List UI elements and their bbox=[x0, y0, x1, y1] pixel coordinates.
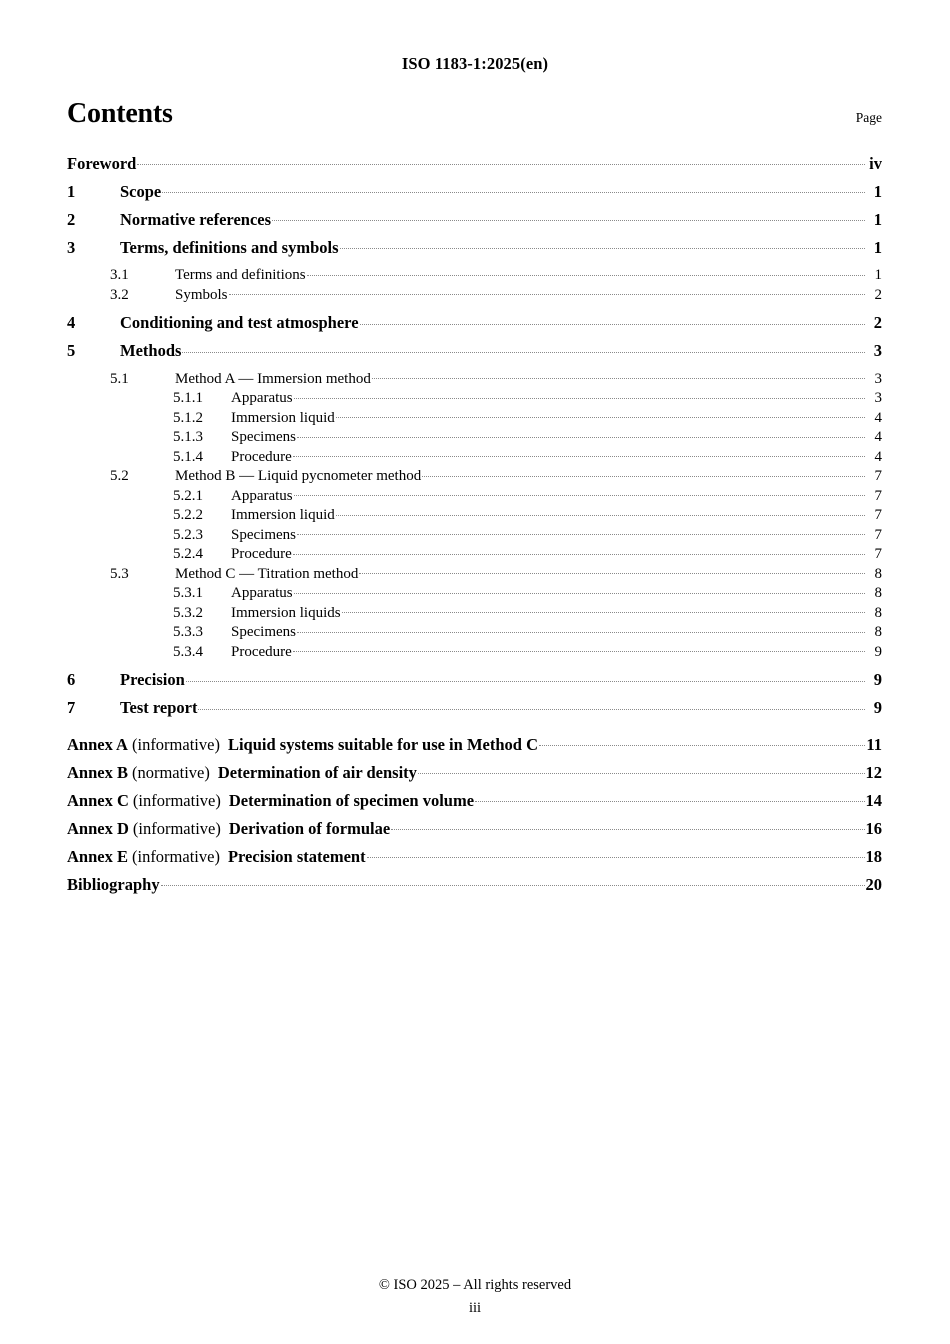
toc-annex-entry[interactable] bbox=[67, 789, 882, 817]
toc-entry-number: 5.2 bbox=[110, 468, 129, 484]
toc-entry-title: Conditioning and test atmosphere bbox=[120, 313, 359, 332]
toc-entry-number: 5.1.2 bbox=[173, 409, 203, 426]
toc-entry-number: 4 bbox=[67, 313, 76, 332]
annex-title: Determination of specimen volume bbox=[228, 790, 475, 810]
toc-annex-entry[interactable] bbox=[67, 761, 882, 789]
toc-annex-page: 14 bbox=[865, 790, 882, 810]
toc-entry-title: Immersion liquids bbox=[231, 604, 341, 621]
toc-entry-page: 20 bbox=[865, 874, 882, 894]
toc-entry-title: Procedure bbox=[231, 448, 292, 465]
leader-dots bbox=[294, 485, 865, 500]
leader-dots bbox=[294, 582, 865, 597]
toc-entry[interactable] bbox=[67, 621, 882, 641]
toc-entry-page: 9 bbox=[873, 698, 882, 717]
toc-entry-page: 4 bbox=[874, 409, 882, 426]
leader-dots bbox=[272, 208, 865, 225]
toc-entry[interactable] bbox=[67, 312, 882, 340]
annex-kind: (informative) bbox=[131, 734, 220, 754]
toc-entry-page: 2 bbox=[874, 286, 882, 303]
annex-label: Annex D bbox=[67, 818, 129, 838]
annex-kind: (informative) bbox=[132, 818, 221, 838]
running-header: ISO 1183-1:2025(en) bbox=[401, 54, 549, 73]
leader-dots bbox=[418, 761, 865, 778]
toc-entry-title: Terms, definitions and symbols bbox=[120, 237, 339, 257]
toc-entry-page: 3 bbox=[874, 390, 882, 406]
toc-entry-title: Method C — Titration method bbox=[175, 565, 359, 582]
toc-entry-title: Foreword bbox=[67, 153, 137, 173]
footer-copyright: © ISO 2025 – All rights reserved bbox=[378, 1277, 572, 1293]
annex-kind: (informative) bbox=[132, 790, 221, 810]
toc-entry-page: 9 bbox=[874, 643, 882, 660]
toc-entry-page: 7 bbox=[874, 487, 882, 504]
toc-entry[interactable] bbox=[67, 485, 882, 505]
toc-entry-number: 1 bbox=[67, 181, 76, 201]
leader-dots bbox=[293, 543, 865, 558]
toc-annex-page: 16 bbox=[865, 818, 882, 838]
toc-annex-page: 11 bbox=[866, 734, 882, 754]
leader-dots bbox=[367, 845, 865, 862]
toc-entry-page: 2 bbox=[873, 313, 882, 332]
leader-dots bbox=[294, 387, 865, 402]
annex-label: Annex B bbox=[67, 762, 128, 782]
toc-entry-title: Immersion liquid bbox=[231, 409, 335, 426]
contents-heading-row bbox=[67, 98, 882, 130]
leader-dots bbox=[297, 621, 865, 636]
leader-dots bbox=[475, 789, 864, 806]
toc-entry-number: 2 bbox=[67, 209, 76, 229]
toc-entry-number: 5.3.1 bbox=[173, 585, 203, 601]
leader-dots bbox=[359, 563, 865, 578]
toc-entry[interactable] bbox=[67, 340, 882, 368]
toc-entry-title: Apparatus bbox=[231, 487, 293, 504]
toc-entry-title: Specimens bbox=[231, 526, 296, 543]
toc-entry-number: 5.3.4 bbox=[173, 643, 203, 660]
toc-entry[interactable] bbox=[67, 407, 882, 427]
annex-label: Annex C bbox=[67, 790, 129, 810]
toc-entry-number: 5.1.3 bbox=[173, 429, 203, 445]
toc-entry[interactable] bbox=[67, 264, 882, 284]
toc-entry-page: 8 bbox=[874, 624, 882, 640]
toc-entry[interactable] bbox=[67, 152, 882, 180]
toc-entry[interactable] bbox=[67, 208, 882, 236]
leader-dots bbox=[198, 697, 865, 714]
toc-entry-title: Methods bbox=[120, 341, 182, 360]
toc-entry-number: 5.3.3 bbox=[173, 624, 203, 640]
toc-entry-number: 5.1.4 bbox=[173, 448, 203, 465]
toc-entry-page: 1 bbox=[873, 237, 882, 257]
leader-dots bbox=[342, 602, 865, 617]
leader-dots bbox=[162, 180, 865, 197]
leader-dots bbox=[422, 465, 865, 480]
toc-entry-page: 4 bbox=[874, 429, 882, 445]
leader-dots bbox=[297, 426, 865, 441]
annex-title: Precision statement bbox=[227, 846, 366, 866]
leader-dots bbox=[229, 284, 865, 299]
toc-entry[interactable] bbox=[67, 368, 882, 388]
toc-entry[interactable] bbox=[67, 563, 882, 583]
toc-entry[interactable] bbox=[67, 524, 882, 544]
toc-entry-number: 5.1 bbox=[110, 370, 129, 387]
toc-entry[interactable] bbox=[67, 602, 882, 622]
toc-entry-number: 5.2.2 bbox=[173, 507, 203, 523]
toc-entry-number: 5.3 bbox=[110, 565, 129, 582]
annex-title: Determination of air density bbox=[217, 762, 417, 782]
toc-annex-page: 18 bbox=[865, 846, 882, 866]
toc-entry-number: 6 bbox=[67, 670, 76, 689]
toc-entry-number: 5 bbox=[67, 341, 76, 360]
toc-entry[interactable] bbox=[67, 582, 882, 602]
toc-entry-page: 3 bbox=[874, 370, 882, 387]
toc-entry-page: 7 bbox=[874, 468, 882, 484]
toc-entry-page: 3 bbox=[873, 341, 882, 360]
toc-entry-title: Symbols bbox=[175, 286, 228, 303]
toc-entry[interactable] bbox=[67, 446, 882, 466]
leader-dots bbox=[372, 368, 865, 383]
toc-entry[interactable] bbox=[67, 387, 882, 407]
toc-entry-title: Procedure bbox=[231, 546, 292, 562]
leader-dots bbox=[293, 446, 865, 461]
toc-annex-entry[interactable] bbox=[67, 733, 882, 761]
annex-kind: (informative) bbox=[131, 846, 220, 866]
toc-entry-title: Apparatus bbox=[231, 585, 293, 601]
toc-entry[interactable] bbox=[67, 641, 882, 661]
toc-entry-page: 8 bbox=[874, 565, 882, 582]
annex-label: Annex E bbox=[67, 846, 128, 866]
toc-entry-page: 4 bbox=[874, 448, 882, 465]
toc-entry-number: 5.3.2 bbox=[173, 604, 203, 621]
toc-entry-number: 3 bbox=[67, 237, 76, 257]
toc-entry[interactable] bbox=[67, 180, 882, 208]
toc-entry-title: Precision bbox=[120, 670, 185, 689]
leader-dots bbox=[293, 641, 865, 656]
toc-entry-page: 7 bbox=[874, 507, 882, 523]
toc-entry-number: 5.1.1 bbox=[173, 390, 203, 406]
toc-annex-entry[interactable] bbox=[67, 817, 882, 845]
toc-entry-title: Apparatus bbox=[231, 390, 293, 406]
toc-entry-page: 7 bbox=[874, 526, 882, 543]
annex-title: Liquid systems suitable for use in Method C bbox=[227, 734, 538, 754]
toc-entry[interactable] bbox=[67, 543, 882, 563]
leader-dots bbox=[307, 264, 865, 279]
toc-annex-entry[interactable] bbox=[67, 845, 882, 873]
toc-entry-number: 5.2.4 bbox=[173, 546, 203, 562]
toc-entry-number: 3.1 bbox=[110, 267, 129, 283]
toc-entry-page: 9 bbox=[873, 670, 882, 689]
leader-dots bbox=[340, 236, 865, 253]
annex-title: Derivation of formulae bbox=[228, 818, 391, 838]
leader-dots bbox=[137, 152, 865, 169]
toc-entry[interactable] bbox=[67, 669, 882, 697]
leader-dots bbox=[161, 873, 865, 890]
page-title: Contents bbox=[67, 98, 173, 129]
toc-entry-number: 7 bbox=[67, 698, 76, 717]
leader-dots bbox=[297, 524, 865, 539]
toc-entry-page: 8 bbox=[874, 604, 882, 621]
toc-entry-page: 1 bbox=[873, 181, 882, 201]
toc-entry[interactable] bbox=[67, 465, 882, 485]
leader-dots bbox=[360, 312, 865, 329]
toc-entry-number: 5.2.3 bbox=[173, 526, 203, 543]
toc-entry-title: Terms and definitions bbox=[175, 267, 306, 283]
page-column-label: Page bbox=[855, 110, 882, 125]
toc-entry-title: Method A — Immersion method bbox=[175, 370, 371, 387]
toc-entry[interactable] bbox=[67, 284, 882, 304]
toc-entry-title: Specimens bbox=[231, 624, 296, 640]
toc-annex-page: 12 bbox=[865, 762, 882, 782]
toc-entry-number: 5.2.1 bbox=[173, 487, 203, 504]
toc-entry-title: Test report bbox=[120, 698, 198, 717]
toc-entry-page: 1 bbox=[874, 267, 882, 283]
toc-entry-page: 1 bbox=[873, 209, 882, 229]
toc-entry-page: 8 bbox=[874, 585, 882, 601]
annex-label: Annex A bbox=[67, 734, 128, 754]
leader-dots bbox=[336, 504, 865, 519]
leader-dots bbox=[182, 340, 865, 357]
table-of-contents bbox=[67, 152, 882, 901]
leader-dots bbox=[539, 733, 865, 750]
toc-entry-title: Scope bbox=[120, 181, 162, 201]
footer-page-number: iii bbox=[468, 1300, 482, 1316]
toc-entry-title: Immersion liquid bbox=[231, 507, 335, 523]
toc-entry-title: Method B — Liquid pycnometer method bbox=[175, 468, 422, 484]
toc-entry[interactable] bbox=[67, 504, 882, 524]
leader-dots bbox=[336, 407, 865, 422]
toc-entry-title: Bibliography bbox=[67, 874, 160, 894]
toc-entry-title: Normative references bbox=[120, 209, 272, 229]
toc-entry-title: Specimens bbox=[231, 429, 296, 445]
toc-entry-page: 7 bbox=[874, 546, 882, 562]
toc-entry[interactable] bbox=[67, 236, 882, 264]
toc-entry[interactable] bbox=[67, 697, 882, 725]
annex-kind: (normative) bbox=[131, 762, 210, 782]
leader-dots bbox=[186, 669, 865, 686]
toc-entry-page: iv bbox=[869, 153, 882, 173]
toc-entry[interactable] bbox=[67, 426, 882, 446]
toc-entry-number: 3.2 bbox=[110, 286, 129, 303]
leader-dots bbox=[391, 817, 864, 834]
toc-bibliography-entry[interactable] bbox=[67, 873, 882, 901]
toc-entry-title: Procedure bbox=[231, 643, 292, 660]
